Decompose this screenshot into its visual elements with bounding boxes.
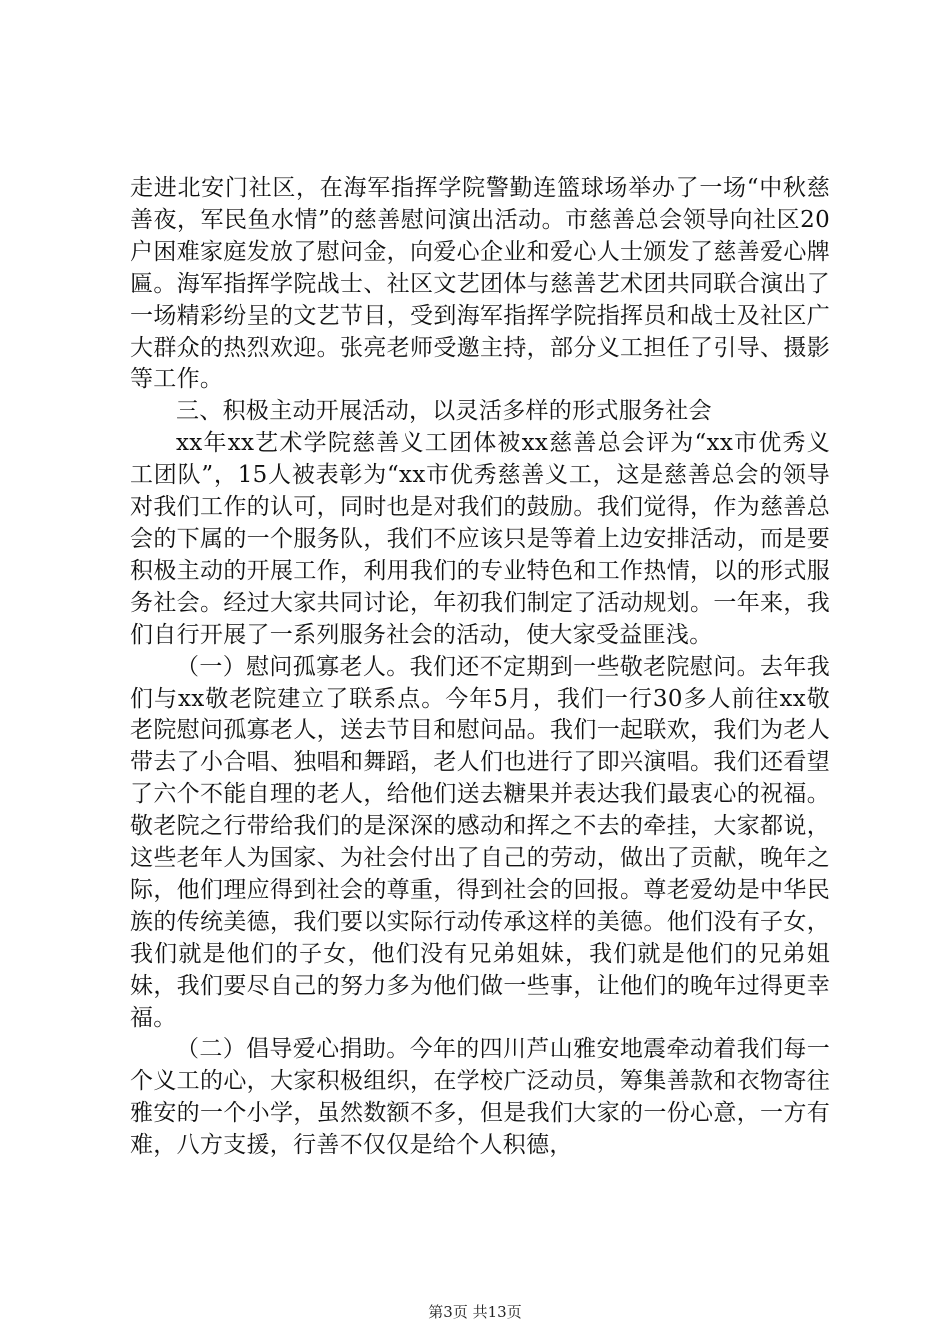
paragraph-donation: （二）倡导爱心捐助。今年的四川芦山雅安地震牵动着我们每一个义工的心，大家积极组织，在学校广泛动员，筹集善款和衣物寄往雅安的一个小学，虽然数额不多，但是我们大家的一份心意，一方有难，八方支援，行善不仅仅是给个人积德， — [130, 1036, 830, 1159]
paragraph-2: xx年xx艺术学院慈善义工团体被xx慈善总会评为“xx市优秀义工团队”，15人被表彰为“xx市优秀慈善义工，这是慈善总会的领导对我们工作的认可，同时也是对我们的鼓励。我们觉得，作为慈善总会的下属的一个服务队，我们不应该只是等着上边安排活动，而是要积极主动的开展工作，利用我们的专业特色和工作热情，以的形式服务社会。经过大家共同讨论，年初我们制定了活动规划。一年来，我们自行开展了一系列服务社会的活动，使大家受益匪浅。 — [130, 430, 830, 648]
section-heading-3: 三、积极主动开展活动，以灵活多样的形式服务社会 — [176, 398, 712, 425]
document-body — [130, 173, 830, 1162]
paragraph-1: 走进北安门社区，在海军指挥学院警勤连篮球场举办了一场“中秋慈善夜，军民鱼水情”的慈善慰问演出活动。市慈善总会领导向社区20户困难家庭发放了慰问金，向爱心企业和爱心人士颁发了慈善爱心牌匾。海军指挥学院战士、社区文艺团体与慈善艺术团共同联合演出了一场精彩纷呈的文艺节目，受到海军指挥学院指挥员和战士及社区广大群众的热烈欢迎。张亮老师受邀主持，部分义工担任了引导、摄影等工作。 — [130, 175, 830, 393]
paragraph-elderly-visit: （一）慰问孤寡老人。我们还不定期到一些敬老院慰问。去年我们与xx敬老院建立了联系点。今年5月，我们一行30多人前往xx敬老院慰问孤寡老人，送去节目和慰问品。我们一起联欢，我们为老人带去了小合唱、独唱和舞蹈，老人们也进行了即兴演唱。我们还看望了六个不能自理的老人，给他们送去糖果并表达我们最衷心的祝福。敬老院之行带给我们的是深深的感动和挥之不去的牵挂，大家都说，这些老年人为国家、为社会付出了自己的劳动，做出了贡献，晚年之际，他们理应得到社会的尊重，得到社会的回报。尊老爱幼是中华民族的传统美德，我们要以实际行动传承这样的美德。他们没有子女，我们就是他们的子女，他们没有兄弟姐妹，我们就是他们的兄弟姐妹，我们要尽自己的努力多为他们做一些事，让他们的晚年过得更幸福。 — [130, 653, 830, 1031]
page-number-footer: 第3页 共13页 — [428, 1303, 522, 1321]
